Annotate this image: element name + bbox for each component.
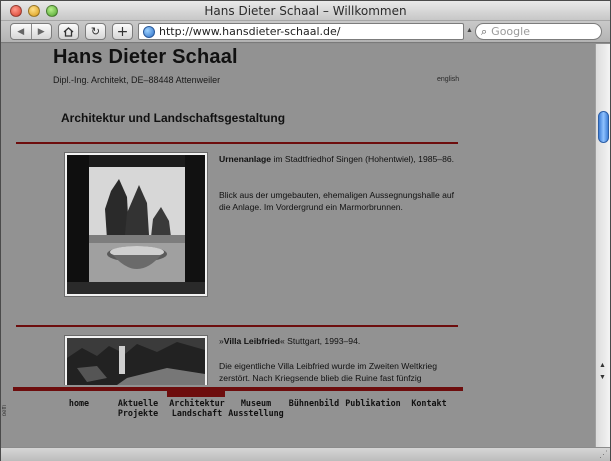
project-1-location: im Stadtfriedhof Singen (Hohentwiel), 1985–86. [271,154,455,164]
status-bar [1,447,610,461]
search-placeholder: Google [491,25,530,38]
section-title: Architektur und Landschaftsgestaltung [61,111,286,125]
project-1-description: Blick aus der umgebauten, ehemaligen Aussegnungshalle auf die Anlage. Im Vordergrund ein Marmorbrunnen. [219,190,455,212]
nav-publikation[interactable]: Publikation [345,398,401,408]
project-1-name: Urnenanlage [219,154,272,164]
english-link[interactable]: english [437,76,460,83]
side-label: oeffi [2,405,8,417]
scrollbar-thumb[interactable] [598,111,609,143]
url-dropdown-icon[interactable]: ▲ [466,27,473,34]
resize-grip-icon[interactable]: ⋰ [599,449,608,459]
globe-icon [143,26,155,38]
site-title: Hans Dieter Schaal [53,46,238,68]
nav-buehnenbild[interactable]: Bühnenbild [288,398,340,408]
nav-architektur-landschaft[interactable]: Architektur Landschaft [169,398,225,418]
back-arrow-icon[interactable]: ◀ [17,26,25,37]
project-2-description: Die eigentliche Villa Leibfried wurde im Zweiten Weltkrieg zerstört. Nach Kriegsende blieb die Ruine fast fünfzig [219,361,437,383]
divider-rule [16,142,458,144]
plus-icon: + [116,23,129,40]
reload-button[interactable] [85,23,106,40]
project-1-heading [219,153,461,165]
url-text: http://www.hansdieter-schaal.de/ [159,25,341,38]
scroll-up-icon[interactable]: ▲ [599,362,606,369]
site-subtitle: Dipl.-Ing. Architekt, DE–88448 Attenweiler [53,75,221,85]
title-bar [1,1,610,21]
reload-icon: ↻ [90,25,101,38]
home-icon [63,27,74,37]
forward-arrow-icon[interactable]: ▶ [37,26,45,37]
browser-toolbar [1,21,610,43]
search-icon: ⌕ [481,24,488,38]
nav-museum-ausstellung[interactable]: Museum Ausstellung [228,398,284,418]
project-2-location: Stuttgart, 1993–94. [284,336,361,346]
home-button[interactable] [58,23,79,40]
project-2-name: Villa Leibfried [223,336,280,346]
nav-kontakt[interactable]: Kontakt [411,398,447,408]
project-2-heading [219,335,461,347]
add-bookmark-button[interactable] [112,23,133,40]
nav-home[interactable]: home [68,398,90,408]
page-content [1,44,595,447]
nav-aktuelle-projekte[interactable]: Aktuelle Projekte [117,398,159,418]
project-2-suffix: « [279,336,285,346]
search-input[interactable] [475,23,602,40]
divider-rule [16,325,458,327]
site-navigation [1,385,595,447]
project-photo-urnenanlage [64,152,208,297]
nav-rule [13,387,463,391]
project-2-prefix: » [219,336,224,346]
window-title: Hans Dieter Schaal – Willkommen [204,4,407,18]
nav-active-indicator [167,387,225,397]
vertical-scrollbar[interactable] [595,44,610,447]
scroll-down-icon[interactable]: ▼ [599,374,606,381]
back-forward-buttons [10,23,52,40]
address-bar[interactable] [138,23,464,40]
